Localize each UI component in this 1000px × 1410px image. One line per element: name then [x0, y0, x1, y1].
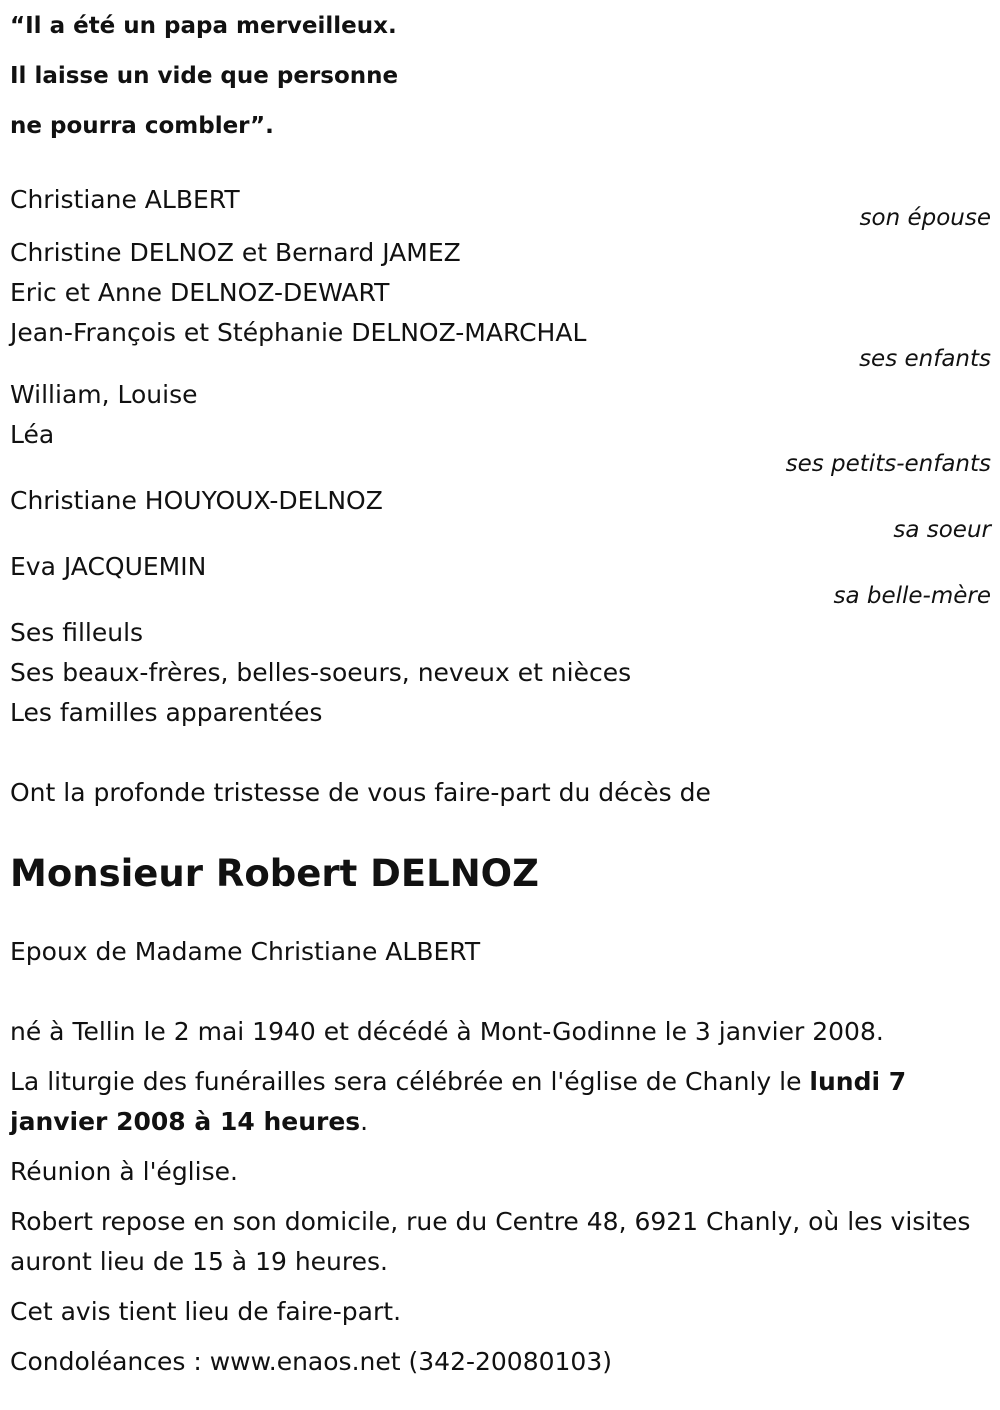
family-role: sa soeur: [893, 517, 991, 543]
family-name: Léa: [10, 420, 55, 449]
family-role: ses enfants: [859, 346, 991, 372]
birth-death-text: né à Tellin le 2 mai 1940 et décédé à Mont-Godinne le 3 janvier 2008.: [10, 1017, 884, 1046]
family-group: [10, 180, 991, 230]
liturgy-text-main: La liturgie des funérailles sera célébrée en l'église de Chanly le: [10, 1067, 810, 1096]
relatives-line: Ses beaux-frères, belles-soeurs, neveux et nièces: [10, 658, 632, 687]
family-name: Jean-François et Stéphanie DELNOZ-MARCHAL: [10, 318, 587, 347]
liturgy-text: [10, 1062, 991, 1142]
family-group: [10, 233, 991, 371]
relatives-line: Les familles apparentées: [10, 698, 323, 727]
obituary-notice: [10, 0, 991, 1382]
spouse-line: Epoux de Madame Christiane ALBERT: [10, 937, 481, 966]
family-group: [10, 547, 991, 608]
condolences-text: Condoléances : www.enaos.net (342-20080103): [10, 1347, 612, 1376]
family-role: ses petits-enfants: [785, 451, 991, 477]
deceased-name: Monsieur Robert DELNOZ: [10, 852, 539, 895]
quote-line: Il laisse un vide que personne: [10, 63, 399, 89]
liturgy-date-time: lundi 7 janvier 2008 à 14 heures: [10, 1067, 907, 1136]
liturgy-text-end: .: [360, 1107, 369, 1136]
quote-block: [10, 1, 991, 151]
family-name: Christiane HOUYOUX-DELNOZ: [10, 486, 383, 515]
repose-text: Robert repose en son domicile, rue du Centre 48, 6921 Chanly, où les visites auront lieu de 15 à 19 heures.: [10, 1207, 971, 1276]
family-name: William, Louise: [10, 380, 198, 409]
relatives-line: Ses filleuls: [10, 618, 144, 647]
family-role: son épouse: [859, 205, 991, 231]
announcement-text: Ont la profonde tristesse de vous faire-part du décès de: [10, 778, 711, 807]
family-name: Christiane ALBERT: [10, 185, 240, 214]
other-relatives: [10, 613, 991, 733]
family-name: Christine DELNOZ et Bernard JAMEZ: [10, 238, 461, 267]
family-group: [10, 481, 991, 542]
notice-text: Cet avis tient lieu de faire-part.: [10, 1297, 402, 1326]
reunion-text: Réunion à l'église.: [10, 1157, 238, 1186]
family-name: Eric et Anne DELNOZ-DEWART: [10, 278, 390, 307]
family-role: sa belle-mère: [833, 583, 991, 609]
quote-line: “Il a été un papa merveilleux.: [10, 13, 397, 39]
family-name: Eva JACQUEMIN: [10, 552, 207, 581]
quote-line: ne pourra combler”.: [10, 113, 274, 139]
family-group: [10, 375, 991, 476]
